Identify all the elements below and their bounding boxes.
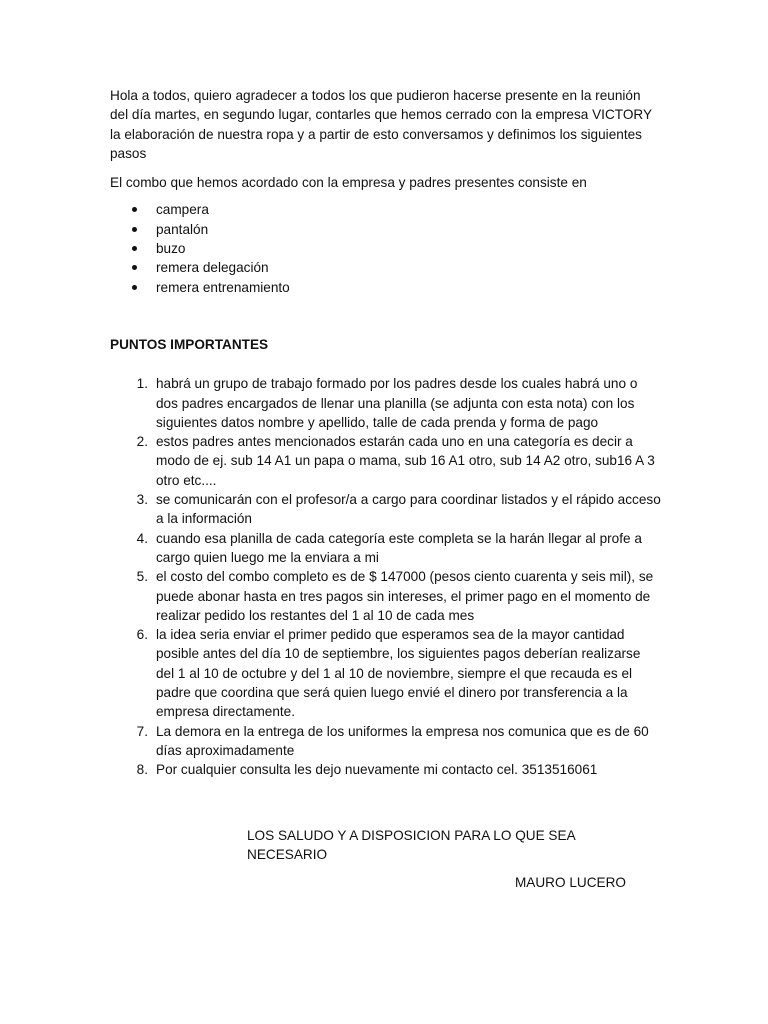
point-number: 5. [136, 569, 148, 585]
point-item [110, 374, 662, 432]
closing-block [110, 826, 628, 892]
point-item [110, 760, 662, 779]
point-item [110, 567, 662, 625]
bullet-icon [132, 207, 137, 212]
combo-list [110, 200, 662, 296]
document-body [110, 86, 662, 780]
closing-greeting: LOS SALUDO Y A DISPOSICION PARA LO QUE SEA NECESARIO [247, 828, 575, 863]
combo-item: remera delegación [110, 258, 662, 277]
intro-paragraph: Hola a todos, quiero agradecer a todos los que pudieron hacerse presente en la reunión del día martes, en segundo lugar, contarles que hemos cerrado con la empresa VICTORY la elaboración de nuestra ropa y a partir de esto conversamos y definimos los siguientes pasos [110, 88, 652, 161]
combo-item: campera [110, 200, 662, 219]
point-item [110, 490, 662, 529]
point-text: habrá un grupo de trabajo formado por los padres desde los cuales habrá uno o dos padres encargados de llenar una planilla (se adjunta con esta nota) con los siguientes datos nombre y apellido, talle de cada prenda y forma de pago [156, 376, 638, 430]
point-text: Por cualquier consulta les dejo nuevamente mi contacto cel. 3513516061 [156, 762, 598, 778]
point-text: La demora en la entrega de los uniformes la empresa nos comunica que es de 60 días aproximadamente [156, 723, 649, 758]
point-number: 8. [136, 762, 148, 778]
point-number: 6. [136, 627, 148, 643]
point-text: el costo del combo completo es de $ 147000 (pesos ciento cuarenta y seis mil), se puede abonar hasta en tres pagos sin intereses, el primer pago en el momento de realizar pedido los restantes del 1 al 10 de cada mes [156, 569, 654, 623]
point-item [110, 529, 662, 568]
point-item [110, 625, 662, 721]
bullet-icon [132, 227, 137, 232]
point-text: cuando esa planilla de cada categoría este completa se la harán llegar al profe a cargo quien luego me la enviara a mi [156, 530, 642, 565]
point-number: 3. [136, 492, 148, 508]
point-number: 1. [136, 376, 148, 392]
signature: MAURO LUCERO [514, 874, 626, 890]
section-title: PUNTOS IMPORTANTES [110, 336, 269, 352]
combo-intro-paragraph: El combo que hemos acordado con la empresa y padres presentes consiste en [110, 175, 587, 191]
points-list [110, 374, 662, 779]
bullet-icon [132, 265, 137, 270]
point-text: se comunicarán con el profesor/a a cargo para coordinar listados y el rápido acceso a la información [156, 492, 661, 527]
point-item [110, 722, 662, 761]
combo-item: pantalón [110, 220, 662, 239]
point-text: estos padres antes mencionados estarán cada uno en una categoría es decir a modo de ej. sub 14 A1 un papa o mama, sub 16 A1 otro, sub 14 A2 otro, sub16 A 3 otro etc.... [156, 434, 655, 488]
point-item [110, 432, 662, 490]
point-number: 4. [136, 530, 148, 546]
point-number: 2. [136, 434, 148, 450]
point-text: la idea seria enviar el primer pedido que esperamos sea de la mayor cantidad posible antes del día 10 de septiembre, los siguientes pagos deberían realizarse del 1 al 10 de octubre y del 1 al 10 de noviembre, siempre el que recauda es el padre que coordina que será quien luego envié el dinero por transferencia a la empresa directamente. [156, 627, 641, 720]
bullet-icon [132, 246, 137, 251]
bullet-icon [132, 285, 137, 290]
point-number: 7. [136, 723, 148, 739]
combo-item: remera entrenamiento [110, 278, 662, 297]
combo-item: buzo [110, 239, 662, 258]
